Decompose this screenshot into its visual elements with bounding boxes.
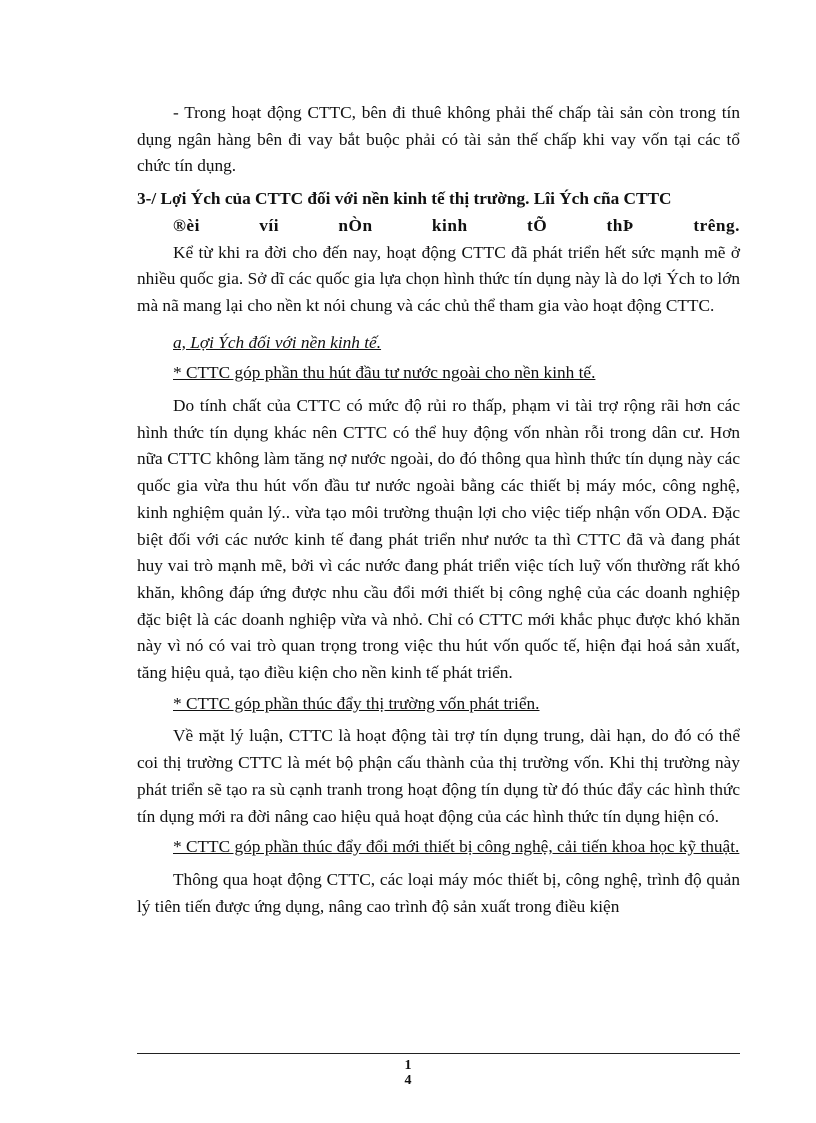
- page-number: [0, 1058, 816, 1088]
- page-number-top: 1: [404, 1058, 412, 1073]
- section-heading-3-continuation: ®èi víi nÒn kinh tÕ thÞ trêng.: [173, 215, 740, 235]
- section-heading-3: 3-/ Lợi Ých của CTTC đối với nền kinh tế thị trường. Lîi Ých cña CTTC: [137, 189, 672, 209]
- document-body: [137, 100, 740, 920]
- page-number-bottom: 4: [404, 1073, 412, 1088]
- paragraph-intro: Kể từ khi ra đời cho đến nay, hoạt động CTTC đã phát triển hết sức mạnh mẽ ở nhiều quốc gia. Sở dĩ các quốc gia lựa chọn hình thức tín dụng này là do lợi Ých to lớn mà nã mang lại cho nền kt nói chung và các chủ thể tham gia vào hoạt động CTTC.: [137, 242, 740, 315]
- subheading-a: a, Lợi Ých đối với nền kinh tế.: [173, 332, 382, 352]
- paragraph-capital-market: Về mặt lý luận, CTTC là hoạt động tài trợ tín dụng trung, dài hạn, do đó có thể coi thị trường CTTC là mét bộ phận cấu thành của thị trường vốn. Khi thị trường này phát triển sẽ tạo ra sù cạnh tranh trong hoạt động tín dụng từ đó thúc đẩy các hình thức tín dụng mới ra đời nâng cao hiệu quả hoạt động của các hình thức tín dụng hiện có.: [137, 726, 740, 826]
- bullet-capital-market: * CTTC góp phần thúc đẩy thị trường vốn phát triển.: [173, 693, 540, 713]
- bullet-technology: * CTTC góp phần thúc đẩy đổi mới thiết bị công nghệ, cải tiến khoa học kỹ thuật.: [173, 837, 740, 857]
- bullet-foreign-investment: * CTTC góp phần thu hút đầu tư nước ngoài cho nền kinh tế.: [173, 363, 596, 383]
- paragraph-technology: Thông qua hoạt động CTTC, các loại máy móc thiết bị, công nghệ, trình độ quản lý tiên tiến được ứng dụng, nâng cao trình độ sản xuất trong điều kiện: [137, 869, 740, 916]
- paragraph-collateral: - Trong hoạt động CTTC, bên đi thuê không phải thế chấp tài sản còn trong tín dụng ngân hàng bên đi vay bắt buộc phải có tài sản thế chấp khi vay vốn tại các tổ chức tín dụng.: [137, 103, 740, 176]
- paragraph-foreign-investment: Do tính chất của CTTC có mức độ rủi ro thấp, phạm vi tài trợ rộng rãi hơn các hình thức tín dụng khác nên CTTC có thể huy động vốn nhàn rỗi trong dân cư. Hơn nữa CTTC không làm tăng nợ nước ngoài, do đó thông qua hình thức tín dụng này các quốc gia vừa thu hút vốn đầu tư nước ngoài bằng các thiết bị máy móc, công nghệ, kinh nghiệm quản lý.. vừa tạo môi trường thuận lợi cho việc tiếp nhận vốn ODA. Đặc biệt đối với các nước kinh tế đang phát triển như nước ta thì CTTC đã và đang phát huy vai trò mạnh mẽ, bởi vì các nước đang phát triển việc tích luỹ vốn thường rất khó khăn, không đáp ứng được nhu cầu đổi mới thiết bị công nghệ của các doanh nghiệp đặc biệt là các doanh nghiệp vừa và nhỏ. Chỉ có CTTC mới khắc phục được khó khăn này vì nó có vai trò quan trọng trong việc thu hút vốn quốc tế, hiện đại hoá sản xuất, tăng hiệu quả, tạo điều kiện cho nền kinh tế phát triển.: [137, 396, 740, 683]
- footer-divider: [137, 1053, 740, 1054]
